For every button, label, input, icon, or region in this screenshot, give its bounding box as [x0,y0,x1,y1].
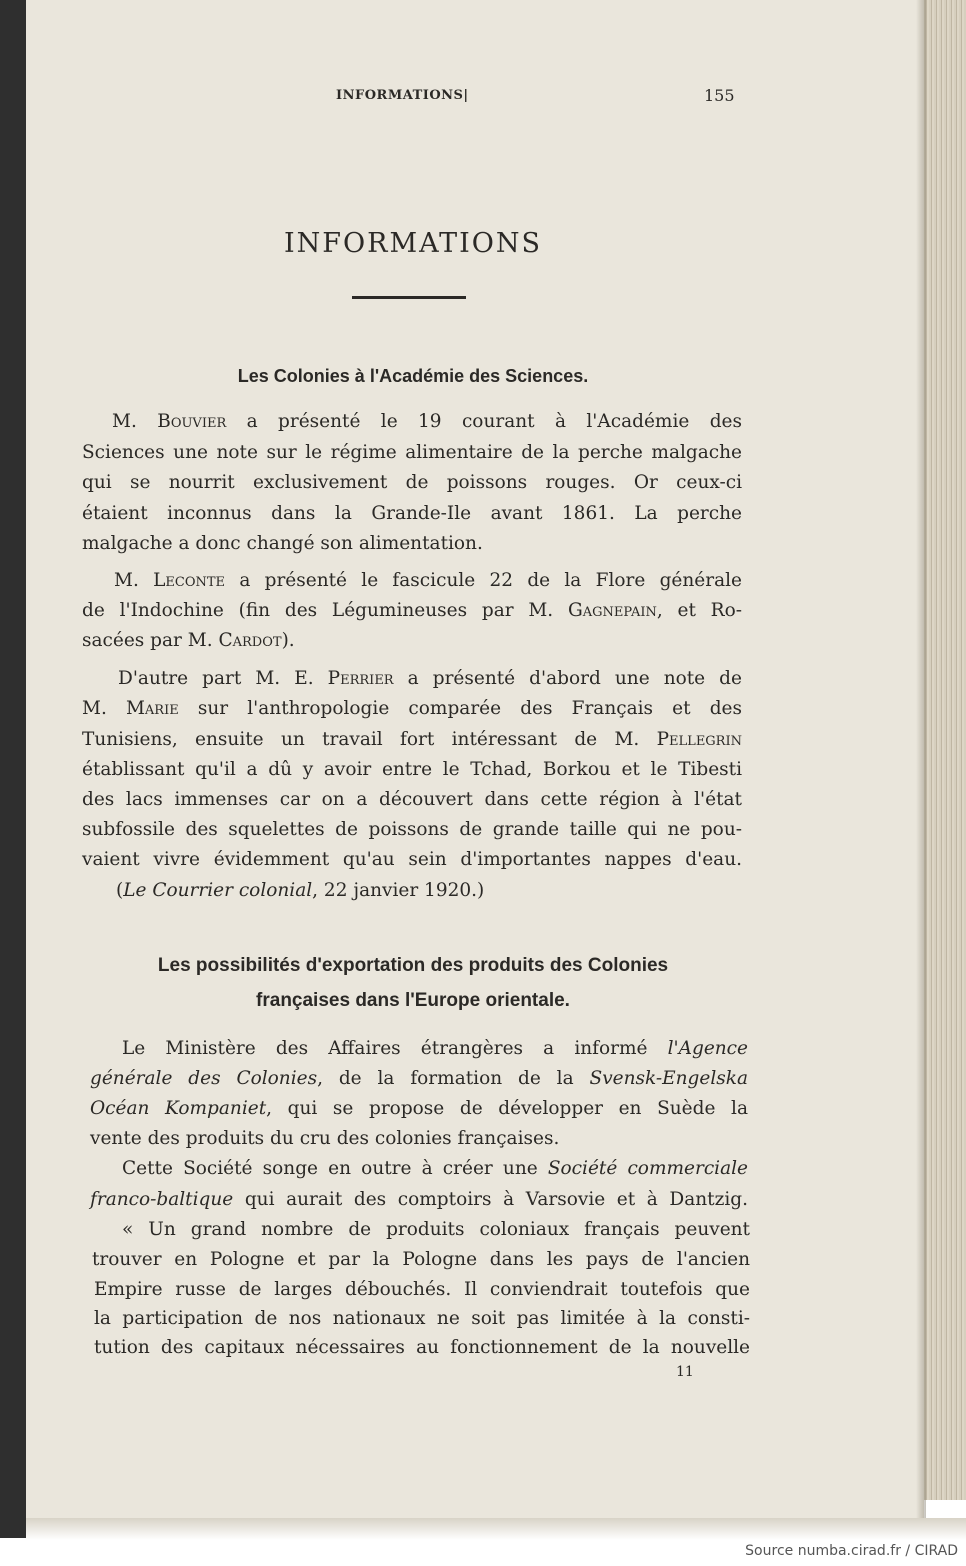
running-head: INFORMATIONS| [336,88,469,103]
body-line: « Un grand nombre de produits coloniaux français peuvent [122,1219,750,1240]
body-line: la participation de nos nationaux ne soit pas limitée à la consti- [94,1308,750,1329]
body-line: Empire russe de larges débouchés. Il conviendrait toutefois que [94,1279,750,1300]
body-line: étaient inconnus dans la Grande-Ile avant 1861. La perche [82,503,742,524]
body-line: établissant qu'il a dû y avoir entre le Tchad, Borkou et le Tibesti [82,759,742,780]
page-stack-edge [924,0,966,1500]
body-line: Cette Société songe en outre à créer une Société commerciale [122,1158,748,1179]
body-line: générale des Colonies, de la formation de la Svensk-Engelska [90,1068,748,1089]
body-line: sacées par M. Cardot). [82,630,295,651]
body-line: tution des capitaux nécessaires au fonctionnement de la nouvelle [94,1337,750,1358]
body-line: M. Bouvier a présenté le 19 courant à l'Académie des [112,411,742,432]
page-bottom-shadow [26,1518,966,1540]
body-line: subfossile des squelettes de poissons de grande taille qui ne pou- [82,819,742,840]
body-line: vente des produits du cru des colonies françaises. [90,1128,560,1149]
signature-mark: 11 [676,1364,694,1380]
gutter-shadow [916,0,926,1518]
body-line: Sciences une note sur le régime alimentaire de la perche malgache [82,442,742,463]
source-credit: Source numba.cirad.fr / CIRAD [745,1543,958,1559]
body-line: trouver en Pologne et par la Pologne dans les pays de l'ancien [92,1249,750,1270]
source-citation: (Le Courrier colonial, 22 janvier 1920.) [116,880,485,901]
title-rule [352,296,466,299]
body-line: M. Marie sur l'anthropologie comparée des Français et des [82,698,742,719]
body-line: vaient vivre évidemment qu'au sein d'importantes nappes d'eau. [82,849,742,870]
page-title: INFORMATIONS [283,228,543,259]
body-line: Tunisiens, ensuite un travail fort intéressant de M. Pellegrin [82,729,742,750]
body-line: Le Ministère des Affaires étrangères a informé l'Agence [122,1038,748,1059]
body-line: de l'Indochine (fin des Légumineuses par M. Gagnepain, et Ro- [82,600,743,621]
body-line: qui se nourrit exclusivement de poissons rouges. Or ceux-ci [82,472,742,493]
page-number: 155 [704,86,735,105]
body-line: des lacs immenses car on a découvert dans cette région à l'état [82,789,742,810]
section2-heading-line1: Les possibilités d'exportation des produits des Colonies [157,955,669,976]
body-line: M. Leconte a présenté le fascicule 22 de la Flore générale [114,570,742,591]
section2-heading-line2: françaises dans l'Europe orientale. [256,990,570,1011]
body-line: malgache a donc changé son alimentation. [82,533,483,554]
section1-heading: Les Colonies à l'Académie des Sciences. [237,366,589,386]
body-line: Océan Kompaniet, qui se propose de développer en Suède la [90,1098,748,1119]
body-line: franco-baltique qui aurait des comptoirs à Varsovie et à Dantzig. [90,1189,748,1210]
body-line: D'autre part M. E. Perrier a présenté d'abord une note de [118,668,742,689]
